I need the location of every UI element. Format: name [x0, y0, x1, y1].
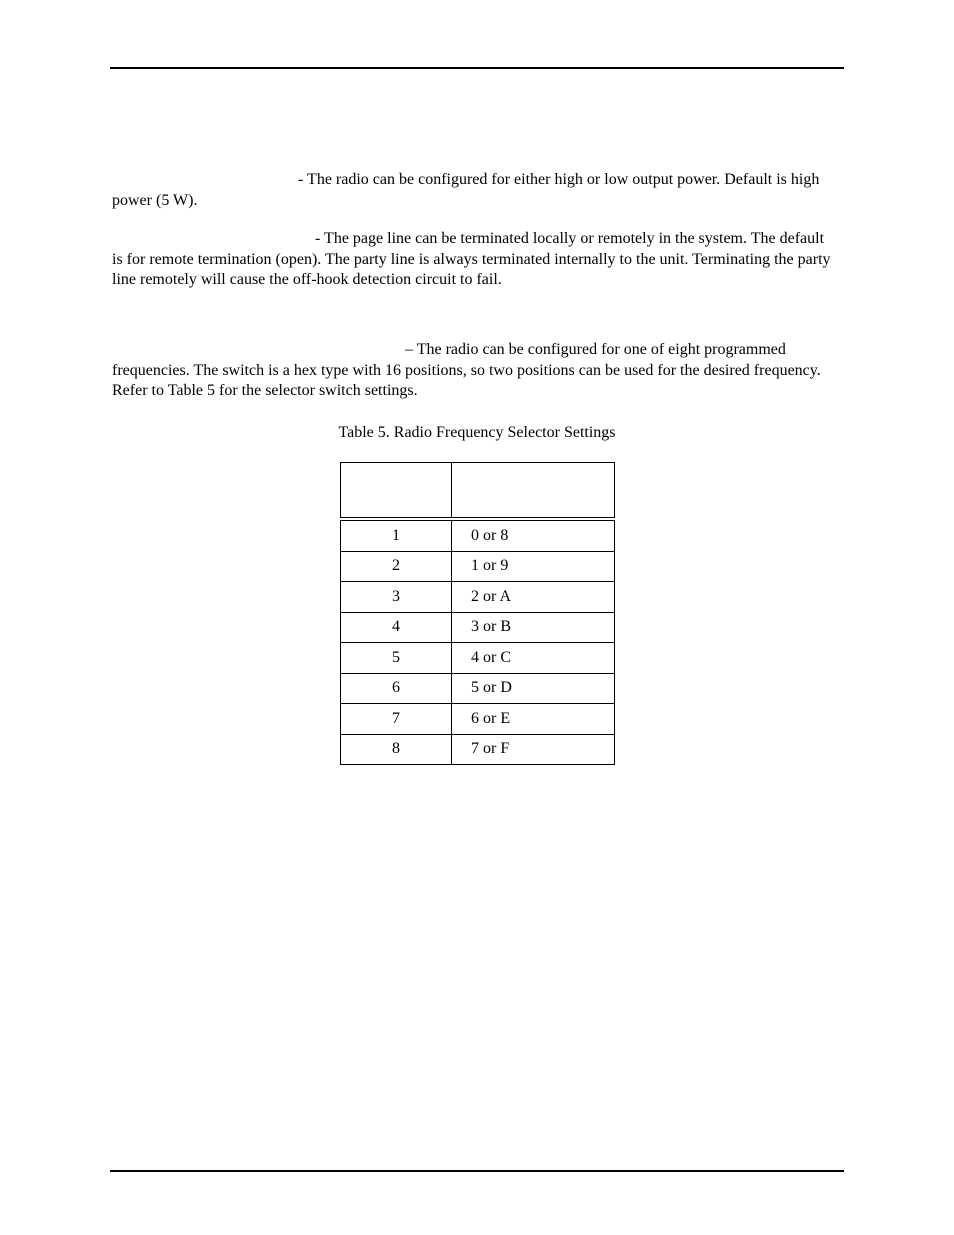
table-row: [341, 734, 615, 765]
table-caption: Table 5. Radio Frequency Selector Settings: [338, 424, 616, 441]
power-setting-text: - The radio can be configured for either high or low output power. Default is high power (5 W).: [112, 171, 820, 209]
switch-position-cell: 4 or C: [452, 643, 615, 674]
switch-position-cell: 7 or F: [452, 734, 615, 765]
frequency-setting-text: – The radio can be configured for one of eight programmed frequencies. The switch is a hex type with 16 positions, so two positions can be used for the desired frequency. Refer to Table 5 for the selector switch settings.: [112, 341, 821, 399]
frequency-cell: 8: [341, 734, 452, 765]
table-header-cell: [341, 463, 452, 520]
frequency-cell: 5: [341, 643, 452, 674]
table-header-cell: [452, 463, 615, 520]
table-row: [341, 519, 615, 551]
table-header-row: [341, 463, 615, 520]
header-rule: [110, 67, 844, 69]
frequency-cell: 3: [341, 582, 452, 613]
switch-position-cell: 3 or B: [452, 612, 615, 643]
switch-position-cell: 1 or 9: [452, 551, 615, 582]
table-row: [341, 643, 615, 674]
switch-position-cell: 0 or 8: [452, 519, 615, 551]
termination-setting-paragraph: [112, 229, 834, 291]
table-row: [341, 673, 615, 704]
switch-position-cell: 2 or A: [452, 582, 615, 613]
termination-setting-text: - The page line can be terminated locally or remotely in the system. The default is for remote termination (open). The party line is always terminated internally to the unit. Terminating the party line remotely will cause the off-hook detection circuit to fail.: [112, 230, 831, 288]
footer-rule: [110, 1170, 844, 1172]
table-row: [341, 612, 615, 643]
switch-position-cell: 5 or D: [452, 673, 615, 704]
frequency-setting-paragraph: [112, 340, 834, 402]
frequency-cell: 2: [341, 551, 452, 582]
switch-position-cell: 6 or E: [452, 704, 615, 735]
table-row: [341, 551, 615, 582]
power-setting-paragraph: [112, 170, 834, 211]
table-row: [341, 582, 615, 613]
frequency-cell: 1: [341, 519, 452, 551]
table-row: [341, 704, 615, 735]
frequency-cell: 4: [341, 612, 452, 643]
frequency-cell: 6: [341, 673, 452, 704]
frequency-selector-table: [340, 462, 615, 765]
frequency-cell: 7: [341, 704, 452, 735]
